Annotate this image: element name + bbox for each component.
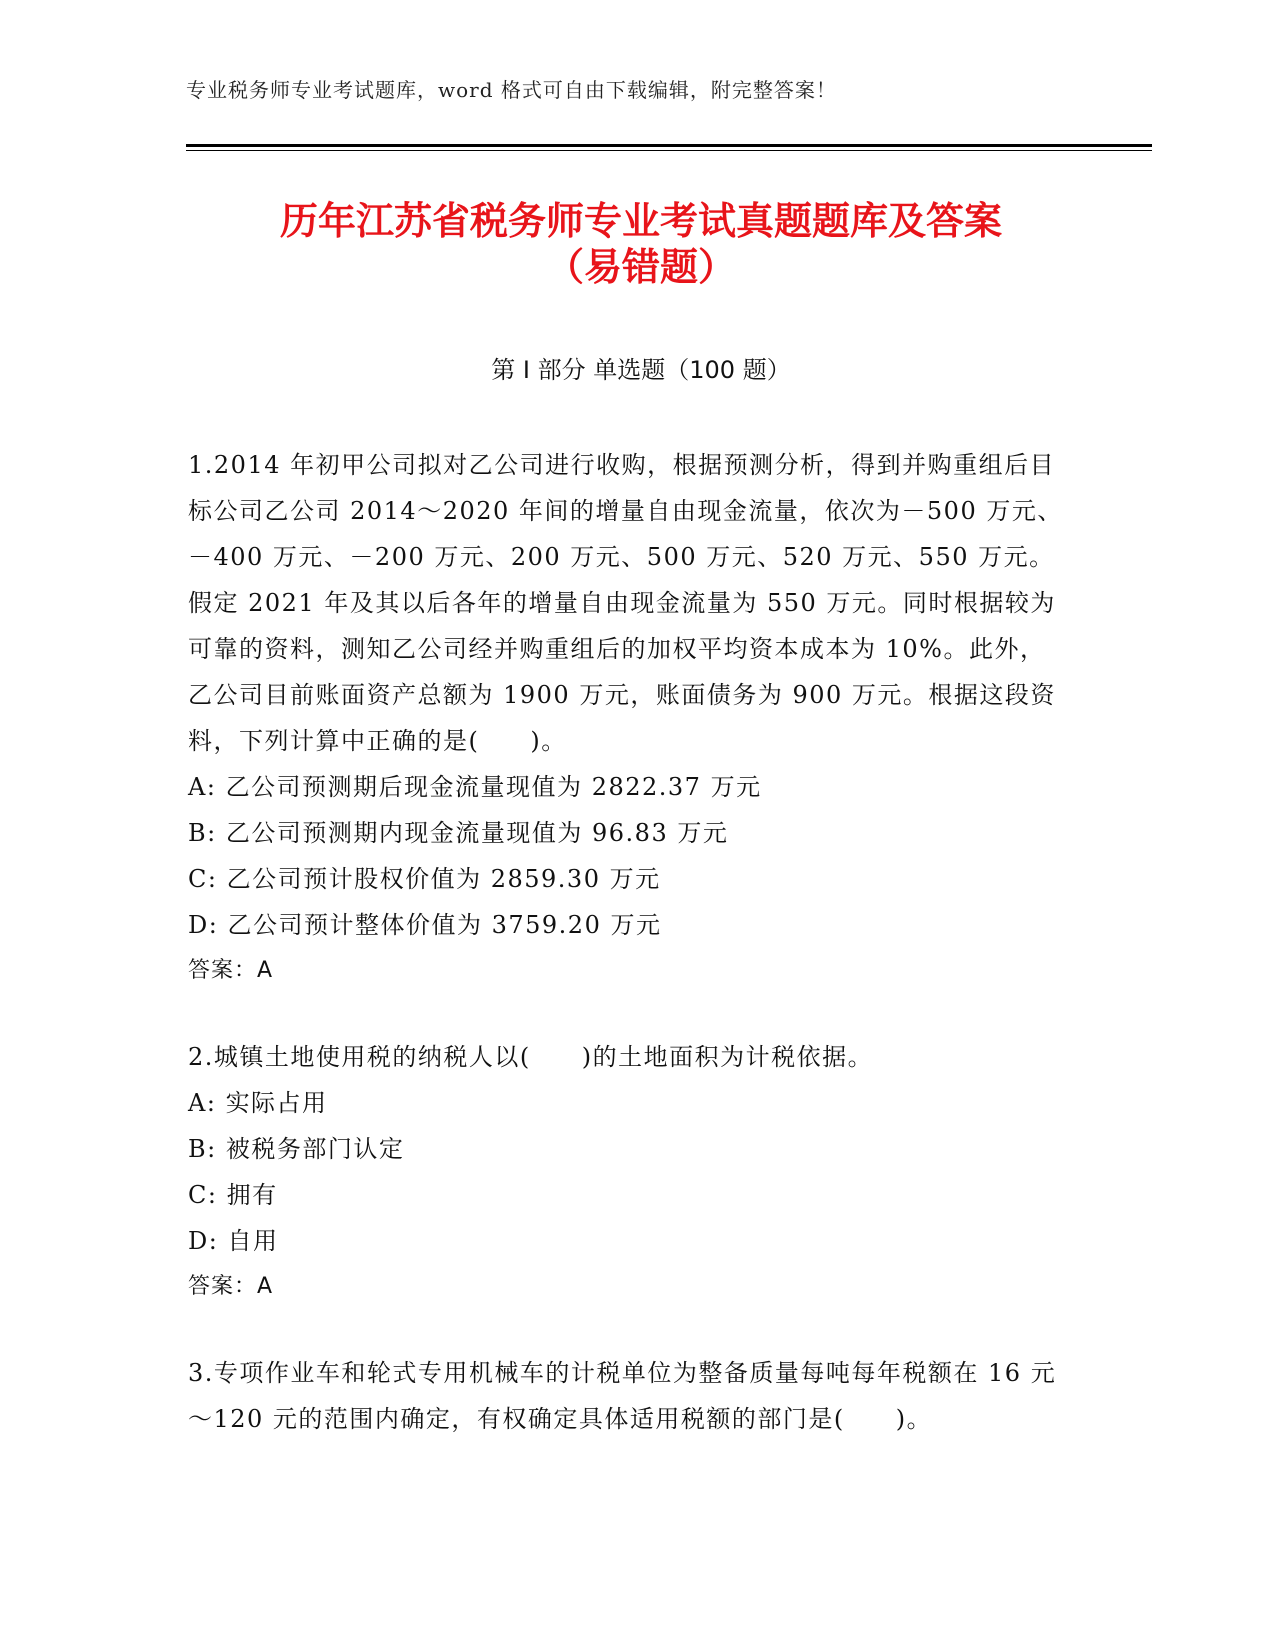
question-stem: 3.专项作业车和轮式专用机械车的计税单位为整备质量每吨每年税额在 16 元～120 元的范围内确定，有权确定具体适用税额的部门是( )。 [188, 1359, 1057, 1433]
option-letter: D: [188, 911, 219, 939]
option-letter: C: [188, 1181, 218, 1209]
document-title-line-2: （易错题） [545, 245, 736, 289]
option-letter: D: [188, 1227, 219, 1255]
option-letter: C: [188, 865, 218, 893]
answer-line: 答案：A [188, 1274, 274, 1299]
option-letter: A: [188, 1089, 217, 1117]
question-stem: 2.城镇土地使用税的纳税人以( )的土地面积为计税依据。 [188, 1043, 874, 1071]
question-3 [188, 1350, 1068, 1442]
option-text: 乙公司预测期内现金流量现值为 96.83 万元 [225, 819, 729, 847]
header-note: 专业税务师专业考试题库，word 格式可自由下载编辑，附完整答案！ [186, 78, 837, 102]
option-letter: A: [188, 773, 217, 801]
option-c [188, 856, 1068, 902]
section-heading: 第 I 部分 单选题（100 题） [491, 356, 791, 384]
answer-line: 答案：A [188, 958, 274, 983]
option-text: 被税务部门认定 [225, 1135, 405, 1163]
header-rule-thick [186, 144, 1152, 147]
question-stem: 1.2014 年初甲公司拟对乙公司进行收购，根据预测分析，得到并购重组后目标公司乙公司 2014～2020 年间的增量自由现金流量，依次为－500 万元、－400 万元、－200 万元、200 万元、500 万元、520 万元、550 万元。假定 2021 年及其以后各年的增量自由现金流量为 550 万元。同时根据较为可靠的资料，测知乙公司经并购重组后的加权平均资本成本为 10%。此外，乙公司目前账面资产总额为 1900 万元，账面债务为 900 万元。根据这段资料，下列计算中正确的是( )。 [188, 451, 1063, 755]
header-rule-thin [186, 150, 1152, 151]
question-1 [188, 442, 1068, 994]
option-a [188, 764, 1068, 810]
option-b [188, 810, 1068, 856]
option-letter: B: [188, 819, 217, 847]
option-letter: B: [188, 1135, 217, 1163]
option-text: 自用 [227, 1227, 279, 1255]
question-list [188, 442, 1068, 1482]
option-d [188, 1218, 1068, 1264]
option-text: 乙公司预计整体价值为 3759.20 万元 [227, 911, 662, 939]
option-text: 乙公司预测期后现金流量现值为 2822.37 万元 [225, 773, 762, 801]
option-d [188, 902, 1068, 948]
option-a [188, 1080, 1068, 1126]
option-text: 乙公司预计股权价值为 2859.30 万元 [226, 865, 661, 893]
question-2 [188, 1034, 1068, 1310]
option-b [188, 1126, 1068, 1172]
option-c [188, 1172, 1068, 1218]
option-text: 实际占用 [225, 1089, 328, 1117]
document-title-line-1: 历年江苏省税务师专业考试真题题库及答案 [279, 199, 1002, 243]
document-title [186, 198, 1096, 290]
option-text: 拥有 [226, 1181, 278, 1209]
